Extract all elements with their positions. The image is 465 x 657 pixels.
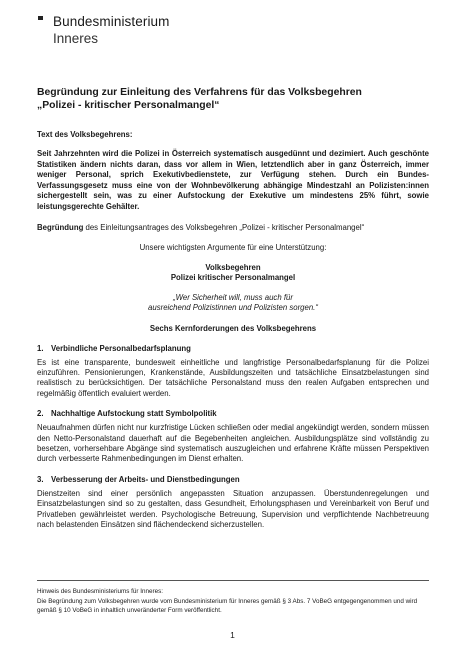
petition-text: Seit Jahrzehnten wird die Polizei in Österreich systematisch ausgedünnt und dezimiert. Auch geschönte Statistiken ändern nichts daran, dass vor allem in Wien, letztendlich aber in ganz Österreich, immer weniger Personal, sprich Exekutivbedienstete, zur Verfügung stehen. Durch ein Bundes-Verfassungsgesetz muss eine von der Wohnbevölkerung abhängige Mindestzahl an Polizisten:innen sichergestellt sein, was zu einer Aufstockung der Exekutive um mindestens 25% führt, sowie leistungsgerechte Gehälter. bbox=[37, 149, 429, 211]
section-number: 1. bbox=[37, 343, 44, 353]
volksbegehren-label: Volksbegehren bbox=[205, 262, 261, 272]
section-2 bbox=[37, 409, 429, 465]
section-title: Verbindliche Personalbedarfsplanung bbox=[51, 343, 191, 353]
reference-line bbox=[37, 223, 429, 232]
page-number: 1 bbox=[230, 630, 235, 640]
section-body: Neuaufnahmen dürfen nicht nur kurzfristige Lücken schließen oder medial angekündigt werden, sondern müssen den Netto-Personalstand dauerhaft auf die Begebenheiten angleichen. Ausbildungsplätze sind vollständig zu besetzen, vorhersehbare Abgänge sind systematisch auszugleichen und erfahrene Kräfte müssen Perspektiven durch verbesserte Rahmenbedingungen im Dienst erhalten. bbox=[37, 423, 429, 464]
section-heading bbox=[37, 475, 429, 484]
logo-mark-icon bbox=[38, 16, 43, 20]
text-label: Text des Volksbegehrens: bbox=[37, 130, 133, 139]
demands-heading: Sechs Kernforderungen des Volksbegehrens bbox=[149, 323, 317, 333]
section-title: Nachhaltige Aufstockung statt Symbolpolitik bbox=[51, 409, 217, 419]
section-body: Dienstzeiten sind einer persönlich angepassten Situation anzupassen. Überstundenregelungen und Einsatzbelastungen sind so zu gestalten, dass Gesundheit, Erholungsphasen und Vereinbarkeit von Beruf und Privatleben gewährleistet werden. Psychologische Betreuung, Supervision und verpflichtende Nachbetreuung nach belastenden Einsätzen sind flächendeckend sicherzustellen. bbox=[37, 488, 429, 530]
reference-rest: des Einleitungsantrages des Volksbegehren „Polizei - kritischer Personalmangel“ bbox=[83, 222, 365, 232]
document-content bbox=[37, 86, 429, 540]
reference-bold: Begründung bbox=[37, 222, 84, 232]
footer-note-heading: Hinweis des Bundesministeriums für Inneres: bbox=[37, 588, 163, 595]
quote-line-1: „Wer Sicherheit will, muss auch für bbox=[173, 292, 293, 302]
footer-divider bbox=[37, 580, 429, 581]
section-title: Verbesserung der Arbeits- und Dienstbedingungen bbox=[51, 474, 240, 484]
section-number: 2. bbox=[37, 409, 44, 419]
footer-note-text: Die Begründung zum Volksbegehren wurde vom Bundesministerium für Inneres gemäß § 3 Abs. 7 VoBeG entgegengenommen und wird gemäß § 10 VoBeG in inhaltlich unveränderter Form veröffentlicht. bbox=[37, 597, 418, 615]
section-number: 3. bbox=[37, 474, 44, 484]
section-1 bbox=[37, 344, 429, 400]
title-line-1: Begründung zur Einleitung des Verfahrens für das Volksbegehren bbox=[37, 87, 362, 98]
footer-note bbox=[37, 587, 437, 616]
ministry-name: Bundesministerium bbox=[53, 14, 170, 29]
motto-quote bbox=[37, 293, 429, 314]
section-heading bbox=[37, 409, 429, 418]
section-body: Es ist eine transparente, bundesweit einheitliche und langfristige Personalbedarfsplanung für die Polizei einzuführen. Pensionierungen, Krankenstände, Ausbildungszeiten und tatsächliche Einsatzbelastungen sind realistisch zu berücksichtigen. Der tatsächliche Personalstand muss den realen Aufgaben entsprechen und regelmäßig öffentlich evaluiert werden. bbox=[37, 357, 429, 398]
quote-line-2: ausreichend Polizistinnen und Polizisten sorgen.“ bbox=[148, 303, 318, 313]
document-title bbox=[37, 86, 429, 112]
support-line: Unsere wichtigsten Argumente für eine Unterstützung: bbox=[139, 242, 327, 252]
section-3 bbox=[37, 475, 429, 531]
ministry-subtitle: Inneres bbox=[53, 31, 99, 46]
title-line-2: „Polizei - kritischer Personalmangel“ bbox=[37, 100, 220, 111]
section-heading bbox=[37, 344, 429, 353]
volksbegehren-name: Polizei kritischer Personalmangel bbox=[170, 273, 296, 283]
